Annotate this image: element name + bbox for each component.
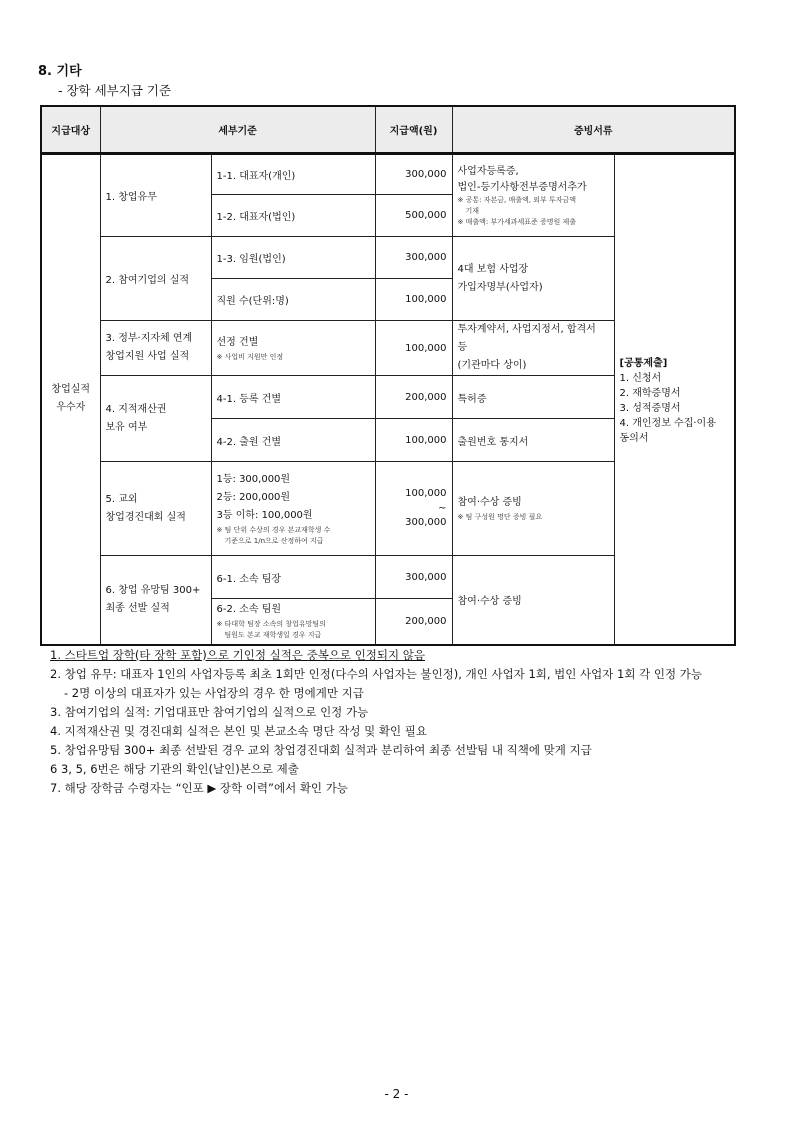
- evidence-cell: 참여·수상 증빙: [452, 556, 614, 645]
- evidence-cell: 투자계약서, 사업지정서, 합격서 등 (기관마다 상이): [452, 321, 614, 376]
- header-criteria: 세부기준: [100, 106, 375, 154]
- evidence-cell: 출원번호 통지서: [452, 419, 614, 462]
- footnote-5: 5. 창업유망팀 300+ 최종 선발된 경우 교외 창업경진대회 실적과 분리하여 최종 선발팀 내 직책에 맞게 지급: [50, 743, 592, 757]
- category-cell: 2. 참여기업의 실적: [100, 237, 211, 321]
- sub-criteria: 1-1. 대표자(개인): [211, 154, 375, 195]
- section-title: 8. 기타: [38, 64, 82, 79]
- amount: 500,000: [375, 195, 452, 237]
- table-header-row: [41, 106, 735, 154]
- sub-criteria: 4-2. 출원 건별: [211, 419, 375, 462]
- amount: 200,000: [375, 599, 452, 645]
- sub-criteria: 6-2. 소속 팀원 ※ 타대학 팀장 소속의 창업유망팀의 팀원도 본교 재학생일 경우 지급: [211, 599, 375, 645]
- amount: 300,000: [375, 556, 452, 599]
- amount: 100,000: [375, 279, 452, 321]
- category-cell: 4. 지적재산권 보유 여부: [100, 376, 211, 462]
- sub-criteria: 6-1. 소속 팀장: [211, 556, 375, 599]
- footnote-7: 7. 해당 장학금 수령자는 “인포 ▶ 장학 이력”에서 확인 가능: [50, 781, 348, 795]
- evidence-cell: 4대 보험 사업장 가입자명부(사업자): [452, 237, 614, 321]
- evidence-cell: 사업자등록증, 법인-등기사항전부증명서추가 ※ 공통: 자본금, 매출액, 외부 투자금액 기재 ※ 매출액: 부가세과세표준 증명원 제출: [452, 154, 614, 237]
- header-amount: 지급액(원): [375, 106, 452, 154]
- amount: 200,000: [375, 376, 452, 419]
- category-cell: 1. 창업유무: [100, 154, 211, 237]
- footnote-1: 1. 스타트업 장학(타 장학 포함)으로 기인정 실적은 중복으로 인정되지 않음: [50, 648, 426, 662]
- amount: 100,000: [375, 419, 452, 462]
- footnote-4: 4. 지적재산권 및 경진대회 실적은 본인 및 본교소속 명단 작성 및 확인 필요: [50, 724, 427, 738]
- amount: 300,000: [375, 237, 452, 279]
- amount: 100,000: [375, 321, 452, 376]
- sub-criteria: 4-1. 등록 건별: [211, 376, 375, 419]
- page-number: - 2 -: [384, 1087, 409, 1101]
- category-cell: 3. 정부·지자체 연계 창업지원 사업 실적: [100, 321, 211, 376]
- sub-criteria: 직원 수(단위:명): [211, 279, 375, 321]
- target-cell: 창업실적 우수자: [41, 154, 100, 645]
- amount-range: 100,000 ~ 300,000: [375, 462, 452, 556]
- common-submission-cell: [공통제출] 1. 신청서 2. 재학증명서 3. 성적증명서 4. 개인정보 수집·이용 동의서: [614, 154, 735, 645]
- scholarship-criteria-table: [40, 105, 736, 646]
- footnotes: [50, 646, 702, 798]
- category-cell: 5. 교외 창업경진대회 실적: [100, 462, 211, 556]
- footnote-2: 2. 창업 유무: 대표자 1인의 사업자등록 최초 1회만 인정(다수의 사업자는 불인정), 개인 사업자 1회, 법인 사업자 1회 각 인정 가능: [50, 667, 702, 681]
- amount: 300,000: [375, 154, 452, 195]
- table-row: [41, 154, 735, 195]
- header-evidence: 증빙서류: [452, 106, 735, 154]
- sub-criteria: 1등: 300,000원 2등: 200,000원 3등 이하: 100,000원 ※ 팀 단위 수상의 경우 본교재학생 수 기준으로 1/n으로 산정하여 지급: [211, 462, 375, 556]
- sub-criteria: 1-2. 대표자(법인): [211, 195, 375, 237]
- footnote-6: 6 3, 5, 6번은 해당 기관의 확인(날인)본으로 제출: [50, 762, 299, 776]
- sub-criteria: 선정 건별 ※ 사업비 지원만 인정: [211, 321, 375, 376]
- sub-criteria: 1-3. 임원(법인): [211, 237, 375, 279]
- evidence-cell: 특허증: [452, 376, 614, 419]
- evidence-cell: 참여·수상 증빙 ※ 팀 구성원 명단 증빙 필요: [452, 462, 614, 556]
- category-cell: 6. 창업 유망팀 300+ 최종 선발 실적: [100, 556, 211, 645]
- footnote-2-sub: - 2명 이상의 대표자가 있는 사업장의 경우 한 명에게만 지급: [64, 686, 364, 700]
- section-subtitle: - 장학 세부지급 기준: [58, 83, 172, 98]
- footnote-3: 3. 참여기업의 실적: 기업대표만 참여기업의 실적으로 인정 가능: [50, 705, 369, 719]
- header-target: 지급대상: [41, 106, 100, 154]
